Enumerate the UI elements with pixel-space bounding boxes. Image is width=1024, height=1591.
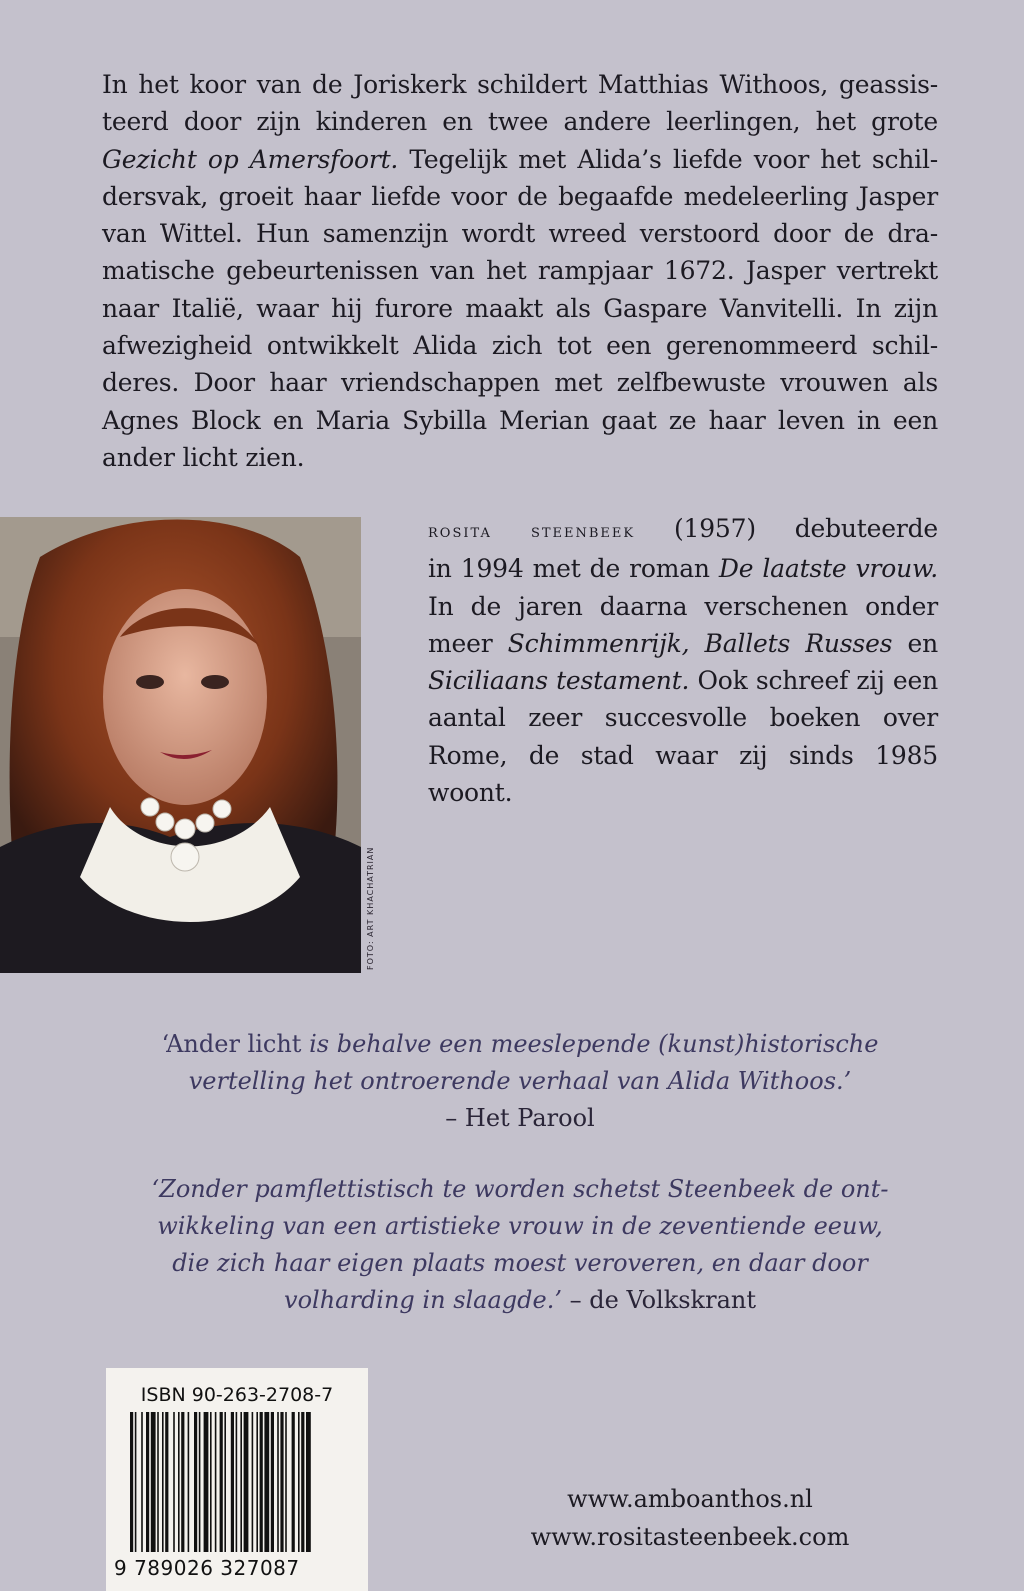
barcode-bar	[240, 1412, 242, 1552]
bio-line: rosita steenbeek (1957) debuteerde	[428, 514, 938, 543]
barcode-bar	[264, 1412, 269, 1552]
quote-line: die zich haar eigen plaats moest veroveren, en daar door	[172, 1249, 868, 1277]
barcode-bar	[165, 1412, 168, 1552]
synopsis-line: ander licht zien.	[102, 442, 305, 472]
barcode-bar	[306, 1412, 311, 1552]
bio-line: meer Schimmenrijk, Ballets Russes en	[428, 628, 938, 658]
barcode-panel	[106, 1368, 368, 1591]
bio-line: In de jaren daarna verschenen onder	[428, 591, 938, 621]
synopsis-line: afwezigheid ontwikkelt Alida zich tot een gerenommeerd schil-	[102, 331, 938, 361]
synopsis-line: Gezicht op Amersfoort. Tegelijk met Alida’s liefde voor het schil-	[102, 144, 938, 174]
synopsis-line: matische gebeurtenissen van het rampjaar 1672. Jasper vertrekt	[102, 256, 938, 286]
barcode-bar	[260, 1412, 263, 1552]
isbn-label: ISBN 90-263-2708-7	[140, 1384, 334, 1406]
barcode-bar	[256, 1412, 258, 1552]
barcode-bar	[292, 1412, 295, 1552]
author-name: rosita steenbeek	[428, 520, 636, 542]
barcode-bar	[215, 1412, 217, 1552]
barcode-bar	[301, 1412, 304, 1552]
quote-source: – de Volkskrant	[561, 1286, 756, 1314]
synopsis-line: dersvak, groeit haar liefde voor de begaafde medeleerling Jasper	[102, 181, 938, 211]
barcode-bar	[178, 1412, 180, 1552]
barcode-bar	[188, 1412, 190, 1552]
barcode-bar	[285, 1412, 287, 1552]
barcode-bar	[210, 1412, 212, 1552]
publisher-url[interactable]: www.amboanthos.nl	[567, 1485, 813, 1513]
barcode-bar	[244, 1412, 249, 1552]
review-quote-parool	[150, 1026, 890, 1137]
author-url[interactable]: www.rositasteenbeek.com	[530, 1523, 850, 1551]
synopsis-line: deres. Door haar vriendschappen met zelfbewuste vrouwen als	[102, 368, 938, 398]
quote-line: volharding in slaagde.’ – de Volkskrant	[284, 1286, 756, 1314]
author-portrait-illustration	[0, 517, 361, 973]
barcode-digits: 9 789026 327087	[114, 1556, 300, 1580]
synopsis-line: Agnes Block en Maria Sybilla Merian gaat ze haar leven in een	[102, 405, 938, 435]
synopsis	[102, 66, 938, 476]
barcode-bar	[146, 1412, 149, 1552]
barcode-bar	[151, 1412, 156, 1552]
barcode-bar	[231, 1412, 234, 1552]
barcode-bar	[141, 1412, 143, 1552]
barcode-bar	[162, 1412, 164, 1552]
photo-credit: FOTO: ART KHACHATRIAN	[366, 846, 375, 970]
barcode-bar	[204, 1412, 209, 1552]
book-title: De laatste vrouw.	[718, 554, 938, 584]
author-bio	[428, 510, 938, 811]
bio-line: Rome, de stad waar zij sinds 1985 woont.	[428, 740, 938, 808]
barcode-bar	[298, 1412, 300, 1552]
synopsis-line: van Wittel. Hun samenzijn wordt wreed verstoord door de dra-	[102, 219, 938, 249]
barcode-bar	[157, 1412, 159, 1552]
quote-line: ‘Ander licht is behalve een meeslepende (kunst)historische	[161, 1030, 879, 1058]
bio-line: in 1994 met de roman De laatste vrouw.	[428, 554, 938, 584]
book-title: Siciliaans testament.	[428, 666, 690, 696]
synopsis-line: naar Italië, waar hij furore maakt als Gaspare Vanvitelli. In zijn	[102, 293, 938, 323]
painting-title: Gezicht op Amersfoort.	[102, 144, 399, 174]
author-photo	[0, 517, 361, 973]
barcode-bar	[135, 1412, 137, 1552]
barcode-bar	[280, 1412, 283, 1552]
quoted-title: Ander licht	[166, 1030, 302, 1058]
barcode-bar	[236, 1412, 238, 1552]
quote-line: vertelling het ontroerende verhaal van Alida Withoos.’	[188, 1067, 852, 1095]
barcode-bar	[199, 1412, 201, 1552]
synopsis-line: In het koor van de Joriskerk schildert Matthias Withoos, geassis-	[102, 70, 938, 99]
barcode-bar	[224, 1412, 226, 1552]
bio-line: Siciliaans testament. Ook schreef zij een	[428, 666, 938, 696]
review-quote-volkskrant	[150, 1171, 890, 1319]
barcode-bar	[277, 1412, 279, 1552]
synopsis-line: teerd door zijn kinderen en twee andere leerlingen, het grote	[102, 107, 938, 137]
quote-line: ‘Zonder pamflettistisch te worden schetst Steenbeek de ont-	[151, 1175, 889, 1203]
website-links	[470, 1480, 910, 1556]
barcode-bar	[181, 1412, 184, 1552]
barcode-bar	[252, 1412, 254, 1552]
barcode-bar	[173, 1412, 175, 1552]
book-titles: Schimmenrijk, Ballets Russes	[507, 628, 893, 658]
quote-source: – Het Parool	[445, 1104, 595, 1132]
barcode-bar	[130, 1412, 133, 1552]
barcode-bar	[271, 1412, 274, 1552]
barcode-bar	[194, 1412, 197, 1552]
bio-line: aantal zeer succesvolle boeken over	[428, 703, 938, 733]
barcode-bar	[220, 1412, 223, 1552]
quote-line: wikkeling van een artistieke vrouw in de zeventiende eeuw,	[157, 1212, 883, 1240]
